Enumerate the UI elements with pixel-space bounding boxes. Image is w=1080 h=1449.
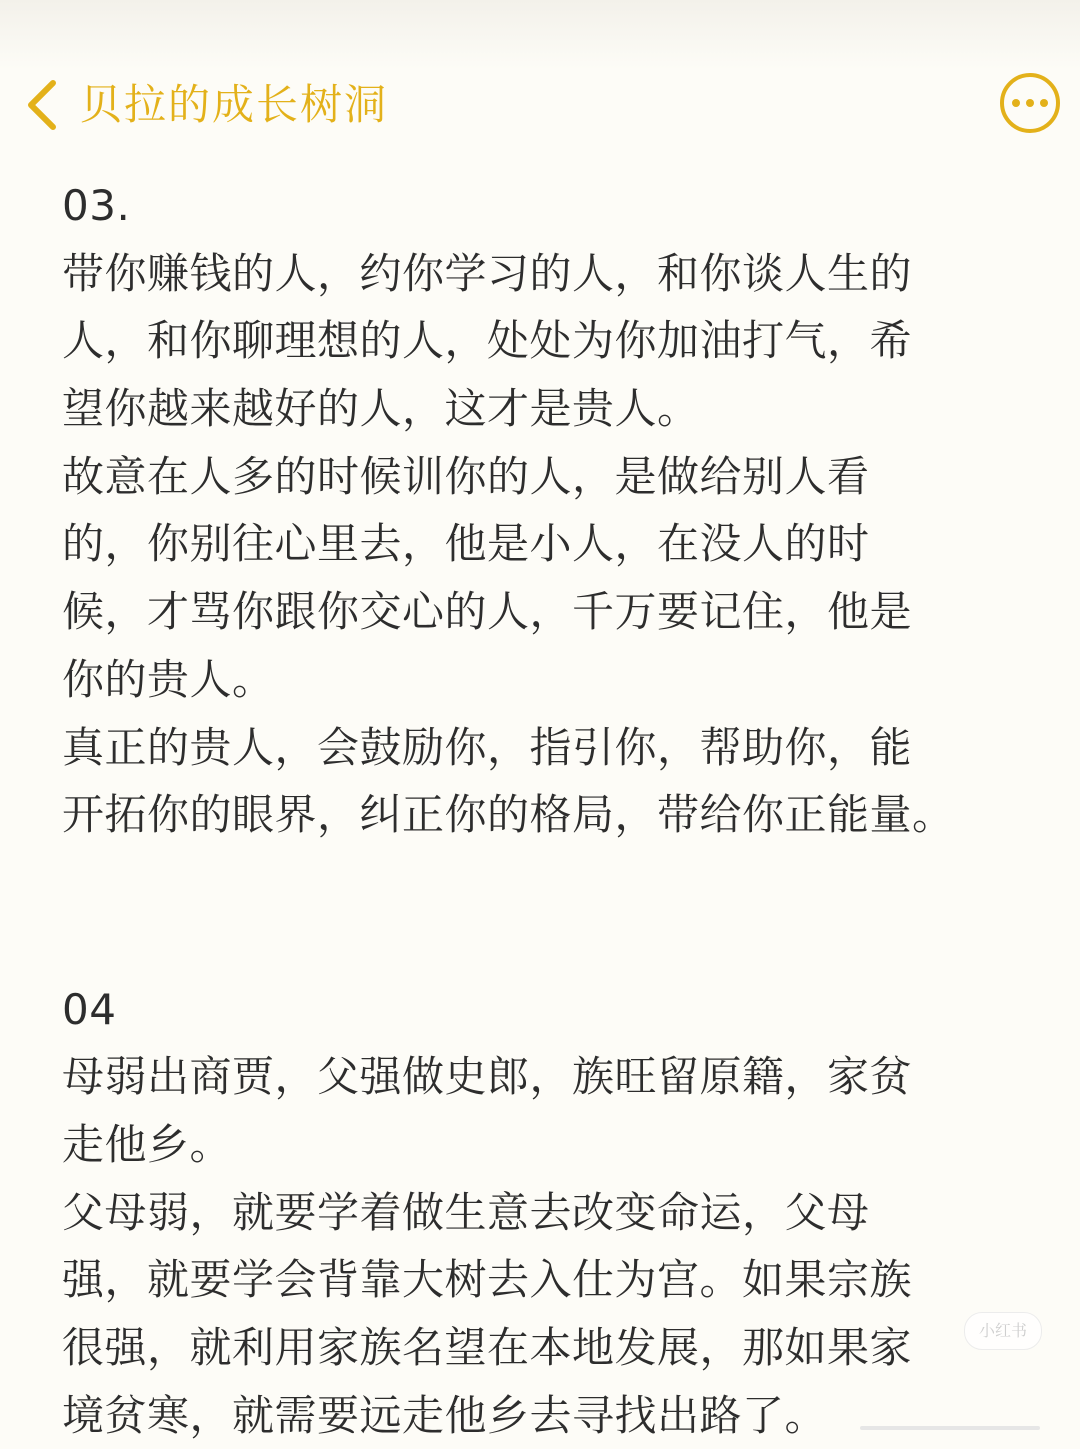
body-line: 强，就要学会背靠大树去入仕为宫。如果宗族 [62,1255,913,1305]
body-line: 境贫寒，就需要远走他乡去寻找出路了。 [62,1390,828,1440]
blank-line [62,849,1052,917]
body-line: 候，才骂你跟你交心的人，千万要记住，他是 [62,587,913,637]
note-title: 贝拉的成长树洞 [80,80,389,129]
top-fade [0,0,1080,70]
home-indicator [860,1426,1040,1430]
watermark: 小红书 [964,1312,1042,1350]
body-line: 人，和你聊理想的人，处处为你加油打气，希 [62,316,913,366]
body-line: 母弱出商贾，父强做史郎，族旺留原籍，家贫 [62,1052,913,1102]
section-heading: 04 [62,984,117,1034]
section-heading: 03. [62,181,131,230]
body-line: 真正的贵人，会鼓励你，指引你，帮助你，能 [62,722,913,772]
body-line: 的，你别往心里去，他是小人，在没人的时 [62,519,870,569]
body-line: 带你赚钱的人，约你学习的人，和你谈人生的 [62,248,913,298]
back-button[interactable] [14,74,72,136]
more-button[interactable] [1000,73,1060,133]
body-line: 望你越来越好的人，这才是贵人。 [62,384,700,434]
body-line: 你的贵人。 [62,654,275,704]
body-line: 父母弱，就要学着做生意去改变命运，父母 [62,1187,870,1237]
chevron-left-icon [23,77,63,133]
note-body[interactable] [62,172,1052,1449]
more-dot [1026,99,1034,107]
blank-line [62,917,1052,976]
note-header [0,70,1080,140]
body-line: 故意在人多的时候训你的人，是做给别人看 [62,451,870,501]
more-dot [1040,99,1048,107]
body-line: 走他乡。 [62,1119,233,1169]
body-line: 很强，就利用家族名望在本地发展，那如果家 [62,1323,913,1372]
body-line: 开拓你的眼界，纠正你的格局，带给你正能量。 [62,790,955,840]
more-horizontal-icon [1012,99,1020,107]
